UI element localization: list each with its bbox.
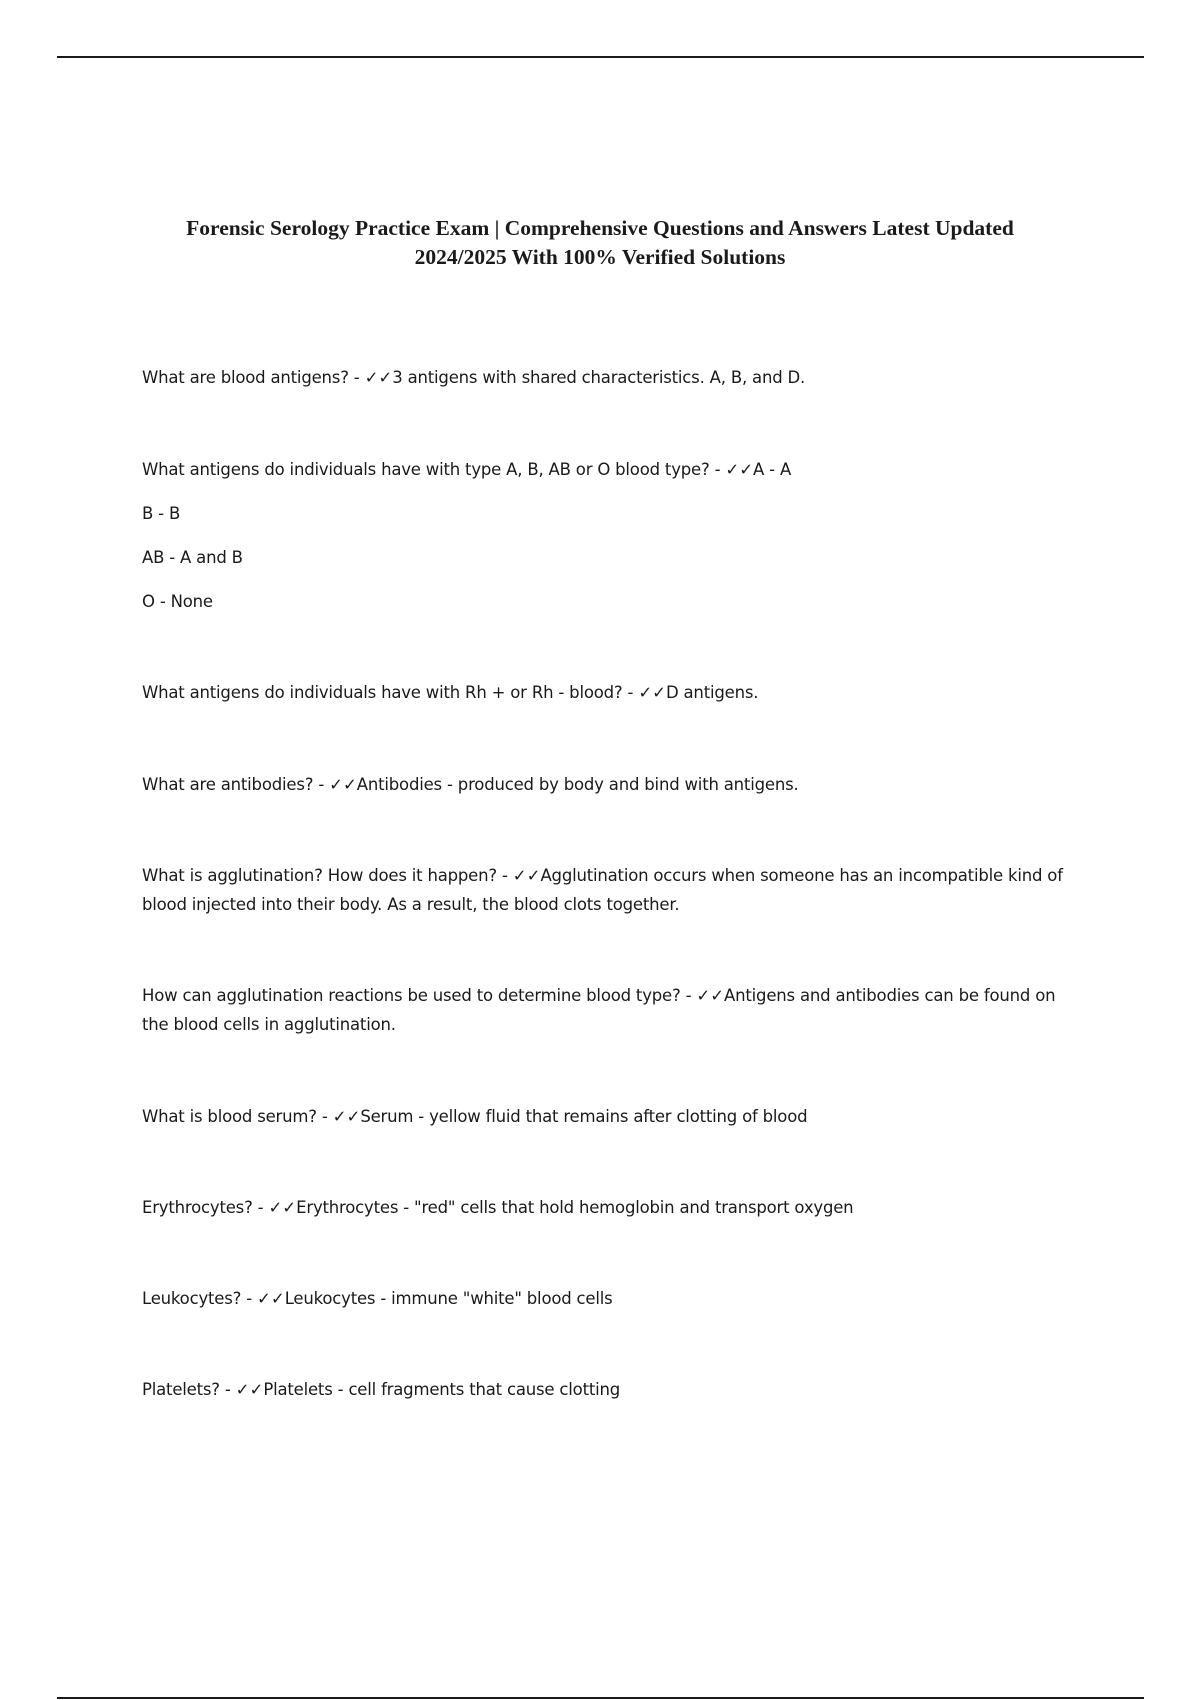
question-text: What antigens do individuals have with Rh + or Rh - blood? -	[142, 683, 639, 702]
check-mark-icon: ✓✓	[696, 986, 725, 1005]
qa-text	[142, 770, 1072, 799]
answer-text: Agglutination occurs when someone has an incompatible kind of blood injected into their body. As a result, the blood clots together.	[142, 866, 1063, 914]
question-text: What antigens do individuals have with type A, B, AB or O blood type? -	[142, 460, 726, 479]
title-line-2: 2024/2025 With 100% Verified Solutions	[414, 245, 786, 269]
qa-text	[142, 1193, 1072, 1222]
question-text: What are blood antigens? -	[142, 368, 365, 387]
answer-text: D antigens.	[665, 683, 759, 702]
check-mark-icon: ✓✓	[638, 683, 666, 702]
question-text: How can agglutination reactions be used to determine blood type? -	[142, 986, 697, 1005]
check-mark-icon: ✓✓	[332, 1107, 361, 1126]
check-mark-icon: ✓✓	[329, 775, 357, 794]
answer-text: Antibodies - produced by body and bind with antigens.	[356, 775, 799, 794]
title-line-1: Forensic Serology Practice Exam | Comprehensive Questions and Answers Latest Updated	[186, 216, 1014, 240]
answer-line: B - B	[142, 504, 181, 523]
qa-text	[142, 363, 1072, 392]
qa-item-blood-type-antigens	[142, 455, 1072, 616]
qa-item-blood-antigens	[142, 363, 1072, 392]
qa-text	[142, 1375, 1072, 1404]
qa-item-agglutination	[142, 861, 1072, 919]
document-title	[110, 214, 1090, 272]
qa-item-agglutination-blood-type	[142, 981, 1072, 1039]
question-text: Leukocytes? -	[142, 1289, 258, 1308]
question-text: Erythrocytes? -	[142, 1198, 269, 1217]
qa-item-leukocytes	[142, 1284, 1072, 1313]
answer-text: Serum - yellow fluid that remains after clotting of blood	[360, 1107, 808, 1126]
check-mark-icon: ✓✓	[364, 368, 393, 387]
qa-text	[142, 1102, 1072, 1131]
question-text: What is agglutination? How does it happen? -	[142, 866, 513, 885]
qa-text	[142, 455, 1072, 484]
answer-text: Leukocytes - immune "white" blood cells	[284, 1289, 613, 1308]
top-rule	[57, 56, 1144, 58]
check-mark-icon: ✓✓	[725, 460, 754, 479]
answer-line: AB - A and B	[142, 548, 243, 567]
check-mark-icon: ✓✓	[512, 866, 541, 885]
answer-text: Platelets - cell fragments that cause clotting	[263, 1380, 621, 1399]
qa-item-blood-serum	[142, 1102, 1072, 1131]
question-text: Platelets? -	[142, 1380, 236, 1399]
answer-text: A - A	[753, 460, 792, 479]
answer-line: O - None	[142, 592, 213, 611]
answer-text: Antigens and antibodies can be found on the blood cells in agglutination.	[142, 986, 1056, 1034]
qa-item-rh-antigens	[142, 678, 1072, 707]
check-mark-icon: ✓✓	[257, 1289, 285, 1308]
qa-text	[142, 678, 1072, 707]
check-mark-icon: ✓✓	[235, 1380, 264, 1399]
qa-text	[142, 981, 1072, 1039]
question-text: What are antibodies? -	[142, 775, 330, 794]
bottom-rule	[57, 1697, 1144, 1699]
question-text: What is blood serum? -	[142, 1107, 333, 1126]
qa-text	[142, 1284, 1072, 1313]
qa-item-antibodies	[142, 770, 1072, 799]
check-mark-icon: ✓✓	[268, 1198, 297, 1217]
qa-text	[142, 861, 1072, 919]
answer-text: Erythrocytes - "red" cells that hold hemoglobin and transport oxygen	[296, 1198, 854, 1217]
qa-item-platelets	[142, 1375, 1072, 1404]
answer-text: 3 antigens with shared characteristics. A, B, and D.	[392, 368, 806, 387]
qa-item-erythrocytes	[142, 1193, 1072, 1222]
